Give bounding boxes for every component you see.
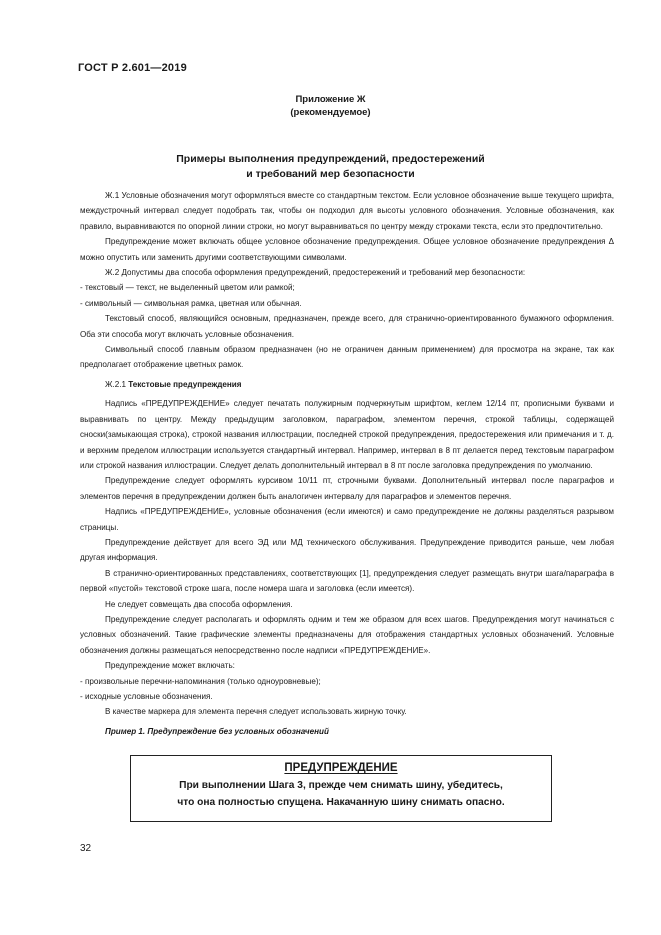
paragraph: Ж.2 Допустимы два способа оформления предупреждений, предостережений и требований мер безопасности:	[105, 268, 526, 278]
paragraph: Символьный способ главным образом предназначен (но не ограничен данным применением) для просмотра на экране, так как предполагает отображение цветных рамок.	[80, 345, 614, 370]
paragraph: Предупреждение может включать:	[105, 661, 235, 671]
section-title-line-2: и требований мер безопасности	[246, 168, 415, 180]
warning-heading: ПРЕДУПРЕЖДЕНИЕ	[284, 762, 398, 774]
document-header: ГОСТ Р 2.601—2019	[78, 62, 187, 74]
warning-text-line-1: При выполнении Шага 3, прежде чем снимать шину, убедитесь,	[179, 780, 503, 791]
paragraph: Предупреждение следует располагать и оформлять одним и тем же образом для всех шагов. Предупреждения могут начинаться с условных обозначений. Такие графические элементы предназначены для отображения стандартных условных обозначений. Условные обозначения должны размещаться непосредственно после надписи «ПРЕДУПРЕЖДЕНИЕ».	[80, 614, 614, 655]
section-title-line-1: Примеры выполнения предупреждений, предостережений	[176, 153, 485, 165]
paragraph: Текстовый способ, являющийся основным, предназначен, прежде всего, для странично-ориентированного бумажного оформления. Оба эти способа могут включать условные обозначения.	[80, 314, 614, 339]
warning-text-line-2: что она полностью спущена. Накачанную шину снимать опасно.	[177, 797, 505, 808]
appendix-label: Приложение Ж	[295, 94, 366, 105]
paragraph: Ж.1 Условные обозначения могут оформляться вместе со стандартным текстом. Если условное обозначение выше текущего шрифта, междустрочный интервал следует подобрать так, чтобы он подходил для высоты условного обозначения. Условные обозначения, как правило, выравниваются по опорной линии строки, но могут выравниваться по центру между строками текста, если это предпочтительно.	[80, 191, 614, 231]
paragraph: Надпись «ПРЕДУПРЕЖДЕНИЕ» следует печатать полужирным подчеркнутым шрифтом, кеглем 12/14 пт, прописными буквами и выравнивать по центру. Между предыдущим заголовком, параграфом, элементом перечня, строкой таблицы, содержащей сноски(замыкающая строка), строкой названия иллюстрации, последней строкой предупреждения, предостережения или примечания и т. д. и верхним пределом иллюстрации используется стандартный интервал. Например, интервал в 8 пт делается перед текстовым параграфом или строкой названия иллюстрации. Следует делать дополнительный интервал в 8 пт после заголовка предупреждения по умолчанию.	[80, 399, 614, 470]
appendix-status: (рекомендуемое)	[290, 107, 371, 118]
subsection-heading	[80, 377, 614, 392]
list-item: - произвольные перечни-напоминания (только одноуровневые);	[80, 676, 321, 686]
paragraph: В качестве маркера для элемента перечня следует использовать жирную точку.	[105, 707, 407, 717]
example-caption: Пример 1. Предупреждение без условных обозначений	[105, 726, 329, 736]
paragraph: Не следует совмещать два способа оформления.	[105, 599, 293, 609]
list-item: - символьный — символьная рамка, цветная или обычная.	[80, 298, 302, 308]
paragraph: В странично-ориентированных представлениях, соответствующих [1], предупреждения следует размещать внутри шага/параграфа в первой «пустой» текстовой строке шага, после номера шага и заголовка (если имеется).	[80, 568, 614, 594]
paragraph: Предупреждение следует оформлять курсивом 10/11 пт, строчными буквами. Дополнительный интервал после параграфов и элементов перечня в предупреждении должен быть аналогичен интервалу для параграфов и элементов перечня.	[80, 476, 614, 501]
paragraph: Надпись «ПРЕДУПРЕЖДЕНИЕ», условные обозначения (если имеются) и само предупреждение не должны разделяться разрывом страницы.	[80, 507, 614, 532]
paragraph: Предупреждение действует для всего ЭД или МД технического обслуживания. Предупреждение приводится раньше, чем любая другая информация.	[80, 537, 614, 563]
subsection-number: Ж.2.1	[105, 379, 126, 389]
subsection-title: Текстовые предупреждения	[128, 379, 242, 389]
warning-box	[130, 755, 552, 822]
paragraph: Предупреждение может включать общее условное обозначение предупреждения. Общее условное обозначение предупреждения Δ можно опустить или заменить другими соответствующими символами.	[80, 237, 614, 262]
section-title	[80, 152, 581, 182]
list-item: - исходные условные обозначения.	[80, 692, 213, 701]
document-body	[80, 188, 614, 739]
list-item: - текстовый — текст, не выделенный цветом или рамкой;	[80, 283, 295, 293]
warning-text	[131, 777, 551, 811]
page-number: 32	[80, 843, 92, 854]
